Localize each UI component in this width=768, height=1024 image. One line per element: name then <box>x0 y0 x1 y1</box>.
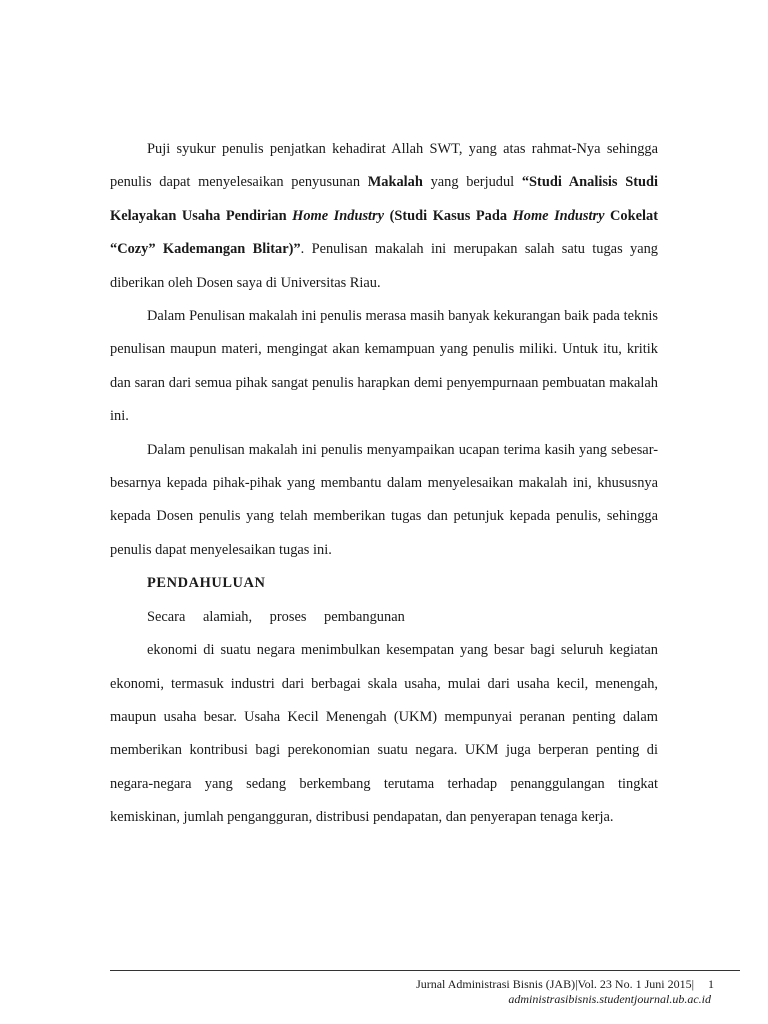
footer-divider <box>110 970 740 971</box>
footer-url: administrasibisnis.studentjournal.ub.ac.id <box>508 992 711 1006</box>
paragraph-preface-shortcomings: Dalam Penulisan makalah ini penulis merasa masih banyak kekurangan baik pada teknis penulisan maupun materi, mengingat akan kemampuan yang penulis miliki. Untuk itu, kritik dan saran dari semua pihak sangat penulis harapkan demi penyempurnaan pembuatan makalah ini. <box>110 308 658 425</box>
intro-line: Secara alamiah, proses pembangunan <box>147 608 405 625</box>
italic-run: Home Industry <box>512 207 605 224</box>
paragraph-preface-intro <box>110 133 658 300</box>
text-run: Puji syukur penulis penjatkan kehadirat Allah SWT, yang atas rahmat-Nya sehingga penulis dapat menyelesaikan penyusunan <box>110 141 658 191</box>
body-text <box>110 133 658 835</box>
section-heading: PENDAHULUAN <box>147 575 266 592</box>
bold-run: Cokelat “Cozy” Kademangan Blitar)” <box>110 207 658 258</box>
text-run: yang berjudul <box>422 174 522 191</box>
paragraph-preface-thanks: Dalam penulisan makalah ini penulis menyampaikan ucapan terima kasih yang sebesar-besarnya kepada pihak-pihak yang membantu dalam menyelesaikan makalah ini, khususnya kepada Dosen penulis yang telah memberikan tugas dan petunjuk kepada penulis, sehingga penulis dapat menyelesaikan tugas ini. <box>110 441 658 558</box>
footer-journal-info <box>416 977 714 991</box>
bold-run: (Studi Kasus Pada <box>384 207 513 224</box>
bold-run: Makalah <box>367 174 423 191</box>
italic-run: Home Industry <box>292 207 385 224</box>
page-number: 1 <box>708 977 714 991</box>
footer-journal-title: Jurnal Administrasi Bisnis (JAB)|Vol. 23 No. 1 Juni 2015| <box>416 977 694 991</box>
bold-run: “Studi Analisis Studi Kelayakan Usaha Pendirian <box>110 174 659 224</box>
text-run: . Penulisan makalah ini merupakan salah satu tugas yang diberikan oleh Dosen saya di Universitas Riau. <box>110 241 658 291</box>
paragraph-introduction: ekonomi di suatu negara menimbulkan kesempatan yang besar bagi seluruh kegiatan ekonomi, termasuk industri dari berbagai skala usaha, mulai dari usaha kecil, menengah, maupun usaha besar. Usaha Kecil Menengah (UKM) mempunyai peranan penting dalam memberikan kontribusi bagi perekonomian suatu negara. UKM juga berperan penting di negara-negara yang sedang berkembang terutama terhadap penanggulangan tingkat kemiskinan, jumlah pengangguran, distribusi pendapatan, dan penyerapan tenaga kerja. <box>110 642 658 826</box>
